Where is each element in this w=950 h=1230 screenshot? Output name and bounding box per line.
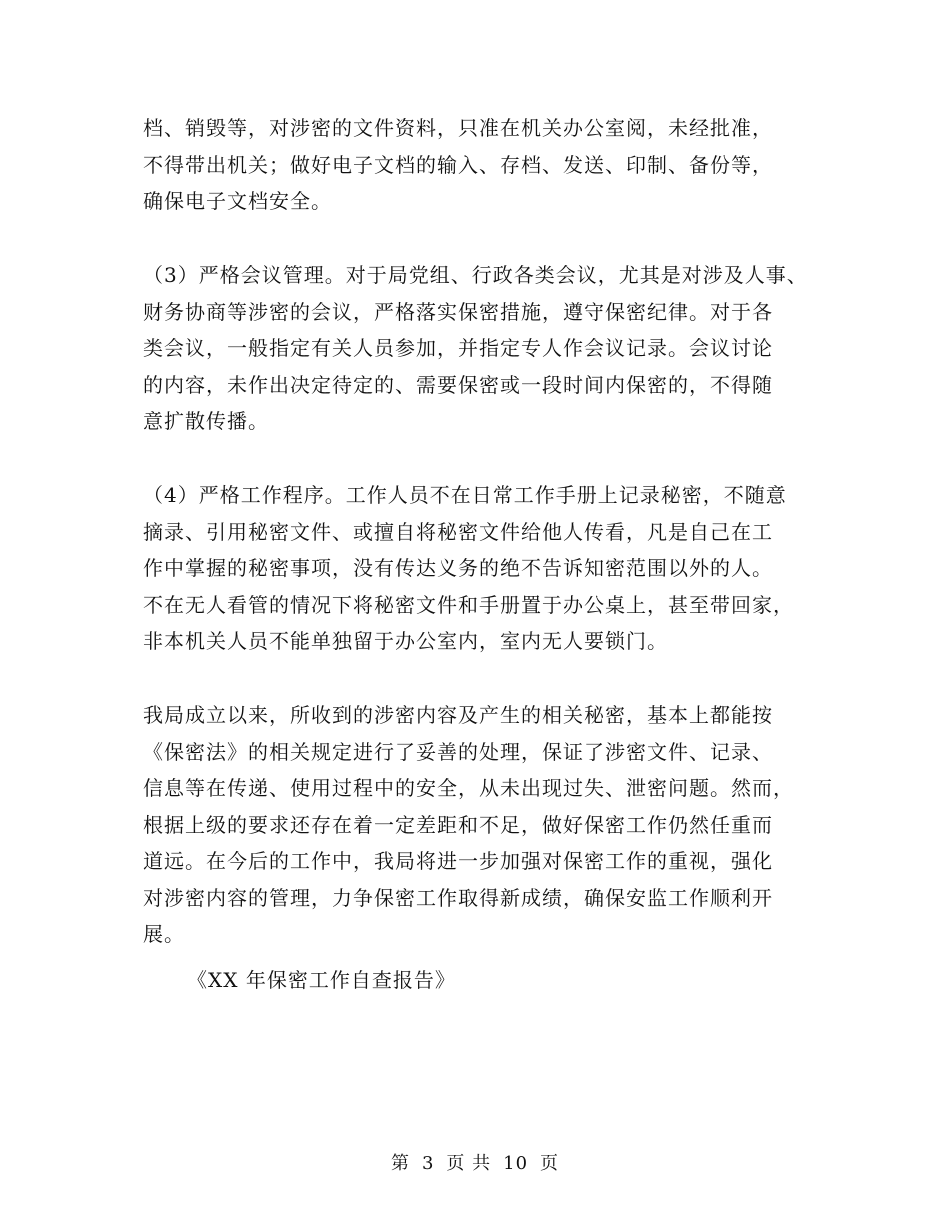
text-line: 作中掌握的秘密事项，没有传达义务的绝不告诉知密范围以外的人。 — [143, 556, 773, 580]
paragraph-summary — [143, 697, 843, 953]
page-footer — [0, 1152, 950, 1176]
text-line: 摘录、引用秘密文件、或擅自将秘密文件给他人传看，凡是自己在工 — [143, 519, 773, 544]
text-line: 根据上级的要求还存在着一定差距和不足，做好保密工作仍然任重而 — [143, 812, 773, 837]
text-line: 不在无人看管的情况下将秘密文件和手册置于办公桌上，甚至带回家， — [143, 592, 794, 617]
text-line: 类会议，一般指定有关人员参加，并指定专人作会议记录。会议讨论 — [143, 336, 773, 360]
paragraph-document-handling — [143, 110, 843, 220]
text-line: 信息等在传递、使用过程中的安全，从未出现过失、泄密问题。然而， — [143, 776, 794, 800]
paragraph-meeting-management — [143, 257, 843, 440]
text-line: 非本机关人员不能单独留于办公室内，室内无人要锁门。 — [143, 629, 668, 653]
text-line: 我局成立以来，所收到的涉密内容及产生的相关秘密，基本上都能按 — [143, 703, 773, 727]
document-title: 《XX 年保密工作自查报告》 — [187, 968, 456, 992]
text-line: 对涉密内容的管理，力争保密工作取得新成绩，确保安监工作顺利开 — [143, 885, 773, 910]
total-pages: 10 — [503, 1153, 529, 1174]
text-line: 《保密法》的相关规定进行了妥善的处理，保证了涉密文件、记录、 — [143, 739, 773, 764]
page-label-mid: 页 共 — [446, 1153, 492, 1174]
text-line: （4）严格工作程序。工作人员不在日常工作手册上记录秘密，不随意 — [143, 483, 787, 507]
page-label-prefix: 第 — [390, 1153, 410, 1174]
text-line: 确保电子文档安全。 — [143, 189, 332, 213]
page-number: 3 — [421, 1153, 435, 1174]
text-line: 不得带出机关；做好电子文档的输入、存档、发送、印制、备份等， — [143, 152, 773, 177]
text-line: （3）严格会议管理。对于局党组、行政各类会议，尤其是对涉及人事、 — [143, 263, 808, 287]
paragraph-work-procedure — [143, 477, 843, 660]
text-line: 的内容，未作出决定待定的、需要保密或一段时间内保密的，不得随 — [143, 372, 773, 397]
page-label-suffix: 页 — [540, 1153, 560, 1174]
text-line: 展。 — [143, 922, 185, 946]
text-line: 道远。在今后的工作中，我局将进一步加强对保密工作的重视，强化 — [143, 849, 773, 873]
text-line: 财务协商等涉密的会议，严格落实保密措施，遵守保密纪律。对于各 — [143, 299, 773, 324]
text-line: 档、销毁等，对涉密的文件资料，只准在机关办公室阅，未经批准， — [143, 116, 773, 140]
text-line: 意扩散传播。 — [143, 409, 269, 433]
